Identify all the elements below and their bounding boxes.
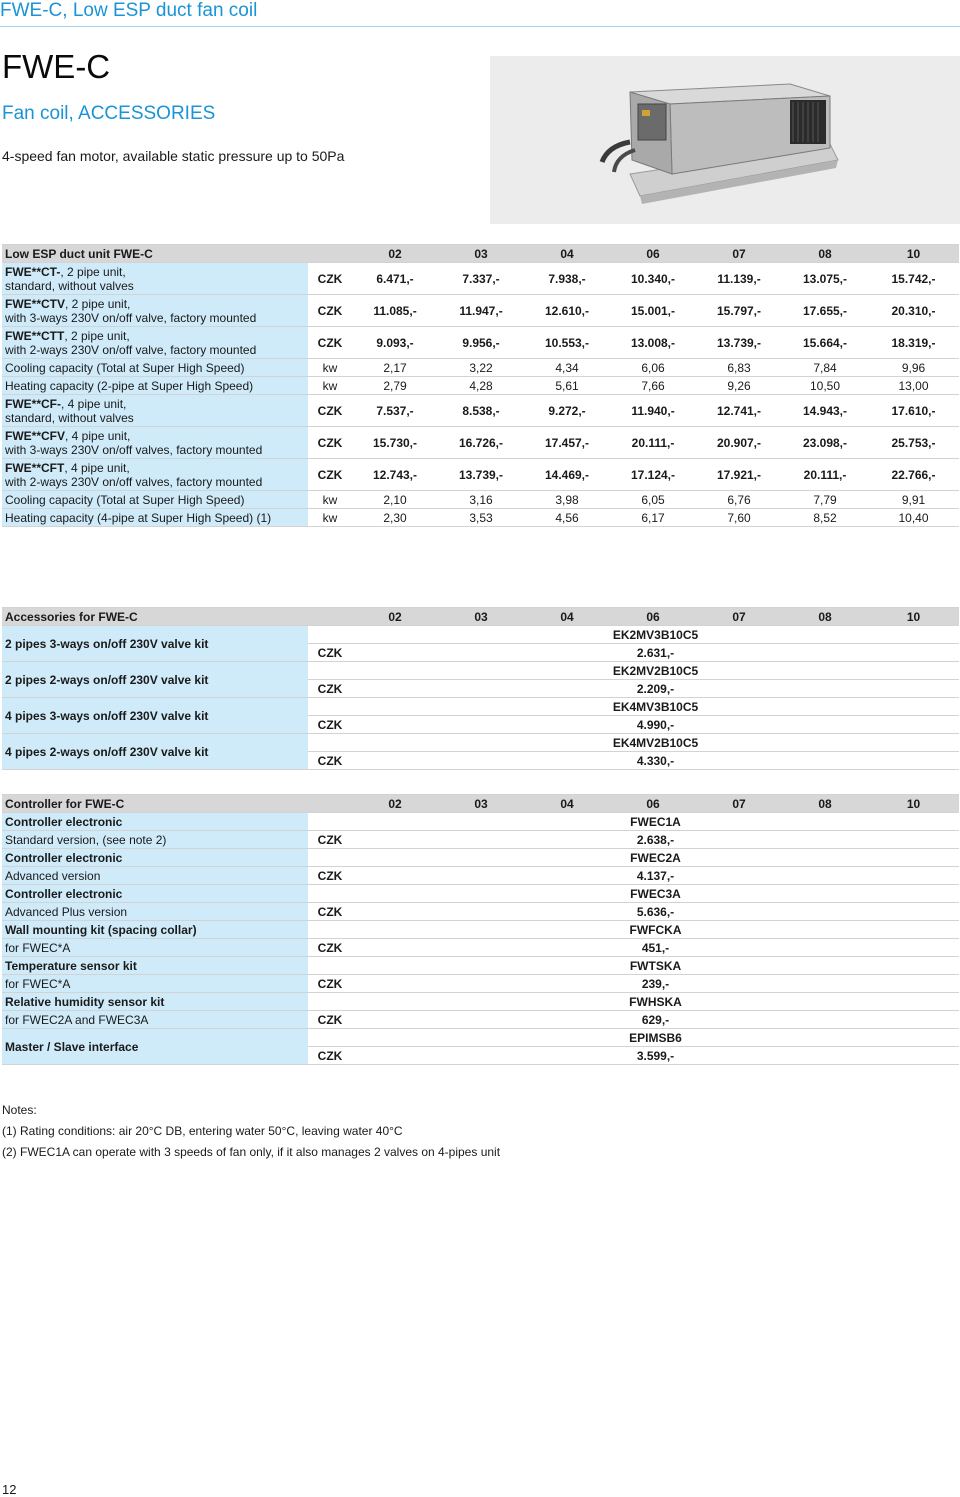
row-price: 451,- <box>352 939 959 957</box>
table-header-row <box>2 795 959 813</box>
row-price: 2.631,- <box>352 644 959 662</box>
table-header-size: 08 <box>782 245 868 263</box>
row-model: FWE**CFT <box>5 460 65 475</box>
row-value: 3,16 <box>438 491 524 509</box>
row-value: 15.730,- <box>352 427 438 459</box>
row-unit: CZK <box>308 752 352 770</box>
row-value: 7,60 <box>696 509 782 527</box>
row-value: 15.742,- <box>868 263 959 295</box>
row-value: 17.655,- <box>782 295 868 327</box>
table-row <box>2 263 959 295</box>
row-price: 4.990,- <box>352 716 959 734</box>
row-value: 11.085,- <box>352 295 438 327</box>
table-row <box>2 1029 959 1047</box>
row-value: 4,56 <box>524 509 610 527</box>
table-header-label: Controller for FWE-C <box>2 795 308 813</box>
row-sublabel: Advanced version <box>2 867 308 885</box>
row-price: 2.209,- <box>352 680 959 698</box>
row-value: 9,91 <box>868 491 959 509</box>
table-header-size: 07 <box>696 608 782 626</box>
row-value: 6,17 <box>610 509 696 527</box>
row-value: 22.766,- <box>868 459 959 491</box>
table-header-size: 08 <box>782 795 868 813</box>
table-header-size: 02 <box>352 608 438 626</box>
row-unit: CZK <box>308 939 352 957</box>
row-value: 8,52 <box>782 509 868 527</box>
row-label: Controller electronic <box>2 885 308 903</box>
table-row <box>2 459 959 491</box>
table-row <box>2 327 959 359</box>
row-value: 18.319,- <box>868 327 959 359</box>
table-header-label: Low ESP duct unit FWE-C <box>2 245 308 263</box>
row-label <box>2 327 308 359</box>
row-desc: , 4 pipe unit, <box>64 460 130 475</box>
row-unit: kw <box>308 377 352 395</box>
fan-coil-unit-photo <box>490 56 960 224</box>
header-divider <box>0 26 960 27</box>
row-label <box>2 395 308 427</box>
table-header-size: 08 <box>782 608 868 626</box>
row-value: 11.947,- <box>438 295 524 327</box>
row-model: FWE**CTV <box>5 296 65 311</box>
table-header-row <box>2 245 959 263</box>
row-value: 6,05 <box>610 491 696 509</box>
row-price: 239,- <box>352 975 959 993</box>
row-unit: kw <box>308 491 352 509</box>
row-value: 12.610,- <box>524 295 610 327</box>
row-desc: , 2 pipe unit, <box>60 264 126 279</box>
row-value: 10,40 <box>868 509 959 527</box>
table-row <box>2 491 959 509</box>
row-unit-spacer <box>308 921 352 939</box>
row-unit: CZK <box>308 263 352 295</box>
row-code: FWTSKA <box>352 957 959 975</box>
row-value: 3,98 <box>524 491 610 509</box>
table-row <box>2 885 959 903</box>
row-value: 9,26 <box>696 377 782 395</box>
row-value: 10,50 <box>782 377 868 395</box>
row-unit: CZK <box>308 867 352 885</box>
row-value: 13.008,- <box>610 327 696 359</box>
table-header-label: Accessories for FWE-C <box>2 608 308 626</box>
row-value: 5,61 <box>524 377 610 395</box>
row-desc: , 2 pipe unit, <box>64 328 130 343</box>
page-number: 12 <box>2 1482 17 1497</box>
row-unit-spacer <box>308 626 352 644</box>
row-unit: CZK <box>308 295 352 327</box>
row-value: 23.098,- <box>782 427 868 459</box>
row-value: 7,66 <box>610 377 696 395</box>
row-label: 2 pipes 2-ways on/off 230V valve kit <box>2 662 308 698</box>
row-value: 6,83 <box>696 359 782 377</box>
row-unit: CZK <box>308 327 352 359</box>
row-label: Cooling capacity (Total at Super High Speed) <box>2 359 308 377</box>
row-desc-2: standard, without valves <box>5 410 134 425</box>
table-row <box>2 377 959 395</box>
row-value: 11.139,- <box>696 263 782 295</box>
row-label: Cooling capacity (Total at Super High Speed) <box>2 491 308 509</box>
row-label: Wall mounting kit (spacing collar) <box>2 921 308 939</box>
notes-section <box>2 1100 500 1163</box>
row-value: 9.272,- <box>524 395 610 427</box>
row-label <box>2 427 308 459</box>
row-value: 17.921,- <box>696 459 782 491</box>
row-value: 6.471,- <box>352 263 438 295</box>
row-code: FWFCKA <box>352 921 959 939</box>
row-value: 17.124,- <box>610 459 696 491</box>
row-sublabel: for FWEC*A <box>2 939 308 957</box>
row-value: 17.610,- <box>868 395 959 427</box>
row-code: EK2MV2B10C5 <box>352 662 959 680</box>
table-header-size: 03 <box>438 795 524 813</box>
row-unit: CZK <box>308 427 352 459</box>
table-row <box>2 359 959 377</box>
table-header-size: 02 <box>352 245 438 263</box>
row-value: 7.537,- <box>352 395 438 427</box>
table-row <box>2 662 959 680</box>
row-desc-2: with 3-ways 230V on/off valve, factory mounted <box>5 310 257 325</box>
row-unit: CZK <box>308 903 352 921</box>
table-header-unit <box>308 245 352 263</box>
table-row <box>2 939 959 957</box>
fan-coil-unit-icon <box>490 56 960 224</box>
row-value: 10.553,- <box>524 327 610 359</box>
row-label <box>2 263 308 295</box>
row-desc-2: with 2-ways 230V on/off valves, factory mounted <box>5 474 263 489</box>
table-header-size: 07 <box>696 795 782 813</box>
row-code: EK4MV2B10C5 <box>352 734 959 752</box>
row-value: 11.940,- <box>610 395 696 427</box>
row-label: Master / Slave interface <box>2 1029 308 1065</box>
row-value: 20.310,- <box>868 295 959 327</box>
row-value: 2,79 <box>352 377 438 395</box>
table-header-unit <box>308 795 352 813</box>
row-value: 13,00 <box>868 377 959 395</box>
table-row <box>2 921 959 939</box>
row-value: 15.797,- <box>696 295 782 327</box>
table-header-size: 04 <box>524 245 610 263</box>
row-price: 3.599,- <box>352 1047 959 1065</box>
table-header-size: 04 <box>524 608 610 626</box>
row-desc-2: with 3-ways 230V on/off valves, factory mounted <box>5 442 263 457</box>
fwe-c-price-table <box>2 244 959 527</box>
row-value: 9.956,- <box>438 327 524 359</box>
row-unit: CZK <box>308 395 352 427</box>
row-value: 10.340,- <box>610 263 696 295</box>
row-value: 6,06 <box>610 359 696 377</box>
row-model: FWE**CTT <box>5 328 65 343</box>
table-row <box>2 734 959 752</box>
row-value: 7.337,- <box>438 263 524 295</box>
row-unit-spacer <box>308 698 352 716</box>
row-value: 2,30 <box>352 509 438 527</box>
page-subtitle: Fan coil, ACCESSORIES <box>2 103 216 124</box>
row-label <box>2 295 308 327</box>
table-header-unit <box>308 608 352 626</box>
row-value: 20.111,- <box>610 427 696 459</box>
table-header-size: 06 <box>610 245 696 263</box>
table-row <box>2 831 959 849</box>
accessories-table <box>2 607 959 770</box>
row-price: 629,- <box>352 1011 959 1029</box>
table-row <box>2 993 959 1011</box>
row-value: 7,79 <box>782 491 868 509</box>
row-desc-2: with 2-ways 230V on/off valve, factory mounted <box>5 342 257 357</box>
row-value: 6,76 <box>696 491 782 509</box>
table-header-size: 06 <box>610 608 696 626</box>
row-unit: CZK <box>308 1047 352 1065</box>
row-sublabel: for FWEC2A and FWEC3A <box>2 1011 308 1029</box>
row-value: 2,17 <box>352 359 438 377</box>
table-header-size: 04 <box>524 795 610 813</box>
row-value: 4,34 <box>524 359 610 377</box>
table-row <box>2 975 959 993</box>
row-unit-spacer <box>308 993 352 1011</box>
table-row <box>2 903 959 921</box>
row-label: Relative humidity sensor kit <box>2 993 308 1011</box>
row-value: 4,28 <box>438 377 524 395</box>
controller-table <box>2 794 959 1065</box>
row-value: 3,22 <box>438 359 524 377</box>
row-price: 4.330,- <box>352 752 959 770</box>
row-value: 13.739,- <box>438 459 524 491</box>
row-value: 12.743,- <box>352 459 438 491</box>
row-value: 15.001,- <box>610 295 696 327</box>
note-item: (2) FWEC1A can operate with 3 speeds of fan only, if it also manages 2 valves on 4-pipes unit <box>2 1145 501 1159</box>
row-value: 9.093,- <box>352 327 438 359</box>
row-model: FWE**CFV <box>5 428 65 443</box>
row-desc-2: standard, without valves <box>5 278 134 293</box>
row-code: EPIMSB6 <box>352 1029 959 1047</box>
row-unit-spacer <box>308 734 352 752</box>
row-unit: CZK <box>308 716 352 734</box>
row-label: Controller electronic <box>2 813 308 831</box>
row-value: 7,84 <box>782 359 868 377</box>
row-value: 12.741,- <box>696 395 782 427</box>
row-desc: , 2 pipe unit, <box>65 296 131 311</box>
table-row <box>2 295 959 327</box>
table-row <box>2 867 959 885</box>
table-header-size: 10 <box>868 245 959 263</box>
row-value: 14.943,- <box>782 395 868 427</box>
page-header-title: FWE-C, Low ESP duct fan coil <box>0 0 258 21</box>
row-value: 16.726,- <box>438 427 524 459</box>
row-unit: CZK <box>308 459 352 491</box>
row-unit-spacer <box>308 662 352 680</box>
row-unit-spacer <box>308 957 352 975</box>
row-price: 2.638,- <box>352 831 959 849</box>
row-unit: CZK <box>308 975 352 993</box>
row-model: FWE**CF- <box>5 396 61 411</box>
row-unit-spacer <box>308 849 352 867</box>
row-desc: , 4 pipe unit, <box>65 428 131 443</box>
row-label: 2 pipes 3-ways on/off 230V valve kit <box>2 626 308 662</box>
row-code: FWEC2A <box>352 849 959 867</box>
row-label: Heating capacity (2-pipe at Super High Speed) <box>2 377 308 395</box>
table-row <box>2 1011 959 1029</box>
row-code: EK4MV3B10C5 <box>352 698 959 716</box>
row-sublabel: Advanced Plus version <box>2 903 308 921</box>
row-code: EK2MV3B10C5 <box>352 626 959 644</box>
row-unit: kw <box>308 509 352 527</box>
table-header-size: 07 <box>696 245 782 263</box>
row-value: 17.457,- <box>524 427 610 459</box>
row-value: 15.664,- <box>782 327 868 359</box>
row-label: Temperature sensor kit <box>2 957 308 975</box>
row-code: FWEC1A <box>352 813 959 831</box>
row-code: FWEC3A <box>352 885 959 903</box>
table-header-size: 03 <box>438 608 524 626</box>
row-unit: CZK <box>308 1011 352 1029</box>
row-desc: , 4 pipe unit, <box>61 396 127 411</box>
table-row <box>2 849 959 867</box>
table-row <box>2 395 959 427</box>
row-unit: CZK <box>308 831 352 849</box>
row-unit: kw <box>308 359 352 377</box>
table-row <box>2 509 959 527</box>
row-value: 9,96 <box>868 359 959 377</box>
row-price: 4.137,- <box>352 867 959 885</box>
notes-title: Notes: <box>2 1103 37 1117</box>
row-value: 20.907,- <box>696 427 782 459</box>
table-header-size: 06 <box>610 795 696 813</box>
row-model: FWE**CT- <box>5 264 61 279</box>
table-row <box>2 698 959 716</box>
row-unit-spacer <box>308 1029 352 1047</box>
table-row <box>2 427 959 459</box>
model-title: FWE-C <box>2 48 111 85</box>
table-header-row <box>2 608 959 626</box>
row-label <box>2 459 308 491</box>
row-unit: CZK <box>308 680 352 698</box>
row-sublabel: for FWEC*A <box>2 975 308 993</box>
row-value: 14.469,- <box>524 459 610 491</box>
table-header-size: 03 <box>438 245 524 263</box>
row-label: 4 pipes 2-ways on/off 230V valve kit <box>2 734 308 770</box>
row-unit: CZK <box>308 644 352 662</box>
row-label: 4 pipes 3-ways on/off 230V valve kit <box>2 698 308 734</box>
row-price: 5.636,- <box>352 903 959 921</box>
row-label: Heating capacity (4-pipe at Super High Speed) (1) <box>2 509 308 527</box>
table-row <box>2 957 959 975</box>
table-row <box>2 626 959 644</box>
row-code: FWHSKA <box>352 993 959 1011</box>
row-value: 20.111,- <box>782 459 868 491</box>
row-sublabel: Standard version, (see note 2) <box>2 831 308 849</box>
row-unit-spacer <box>308 885 352 903</box>
row-value: 13.075,- <box>782 263 868 295</box>
product-description: 4-speed fan motor, available static pressure up to 50Pa <box>2 148 345 164</box>
row-value: 3,53 <box>438 509 524 527</box>
note-item: (1) Rating conditions: air 20°C DB, entering water 50°C, leaving water 40°C <box>2 1124 403 1138</box>
table-header-size: 02 <box>352 795 438 813</box>
row-value: 7.938,- <box>524 263 610 295</box>
table-header-size: 10 <box>868 608 959 626</box>
row-value: 25.753,- <box>868 427 959 459</box>
row-value: 13.739,- <box>696 327 782 359</box>
row-unit-spacer <box>308 813 352 831</box>
row-label: Controller electronic <box>2 849 308 867</box>
table-header-size: 10 <box>868 795 959 813</box>
table-row <box>2 813 959 831</box>
row-value: 8.538,- <box>438 395 524 427</box>
row-value: 2,10 <box>352 491 438 509</box>
